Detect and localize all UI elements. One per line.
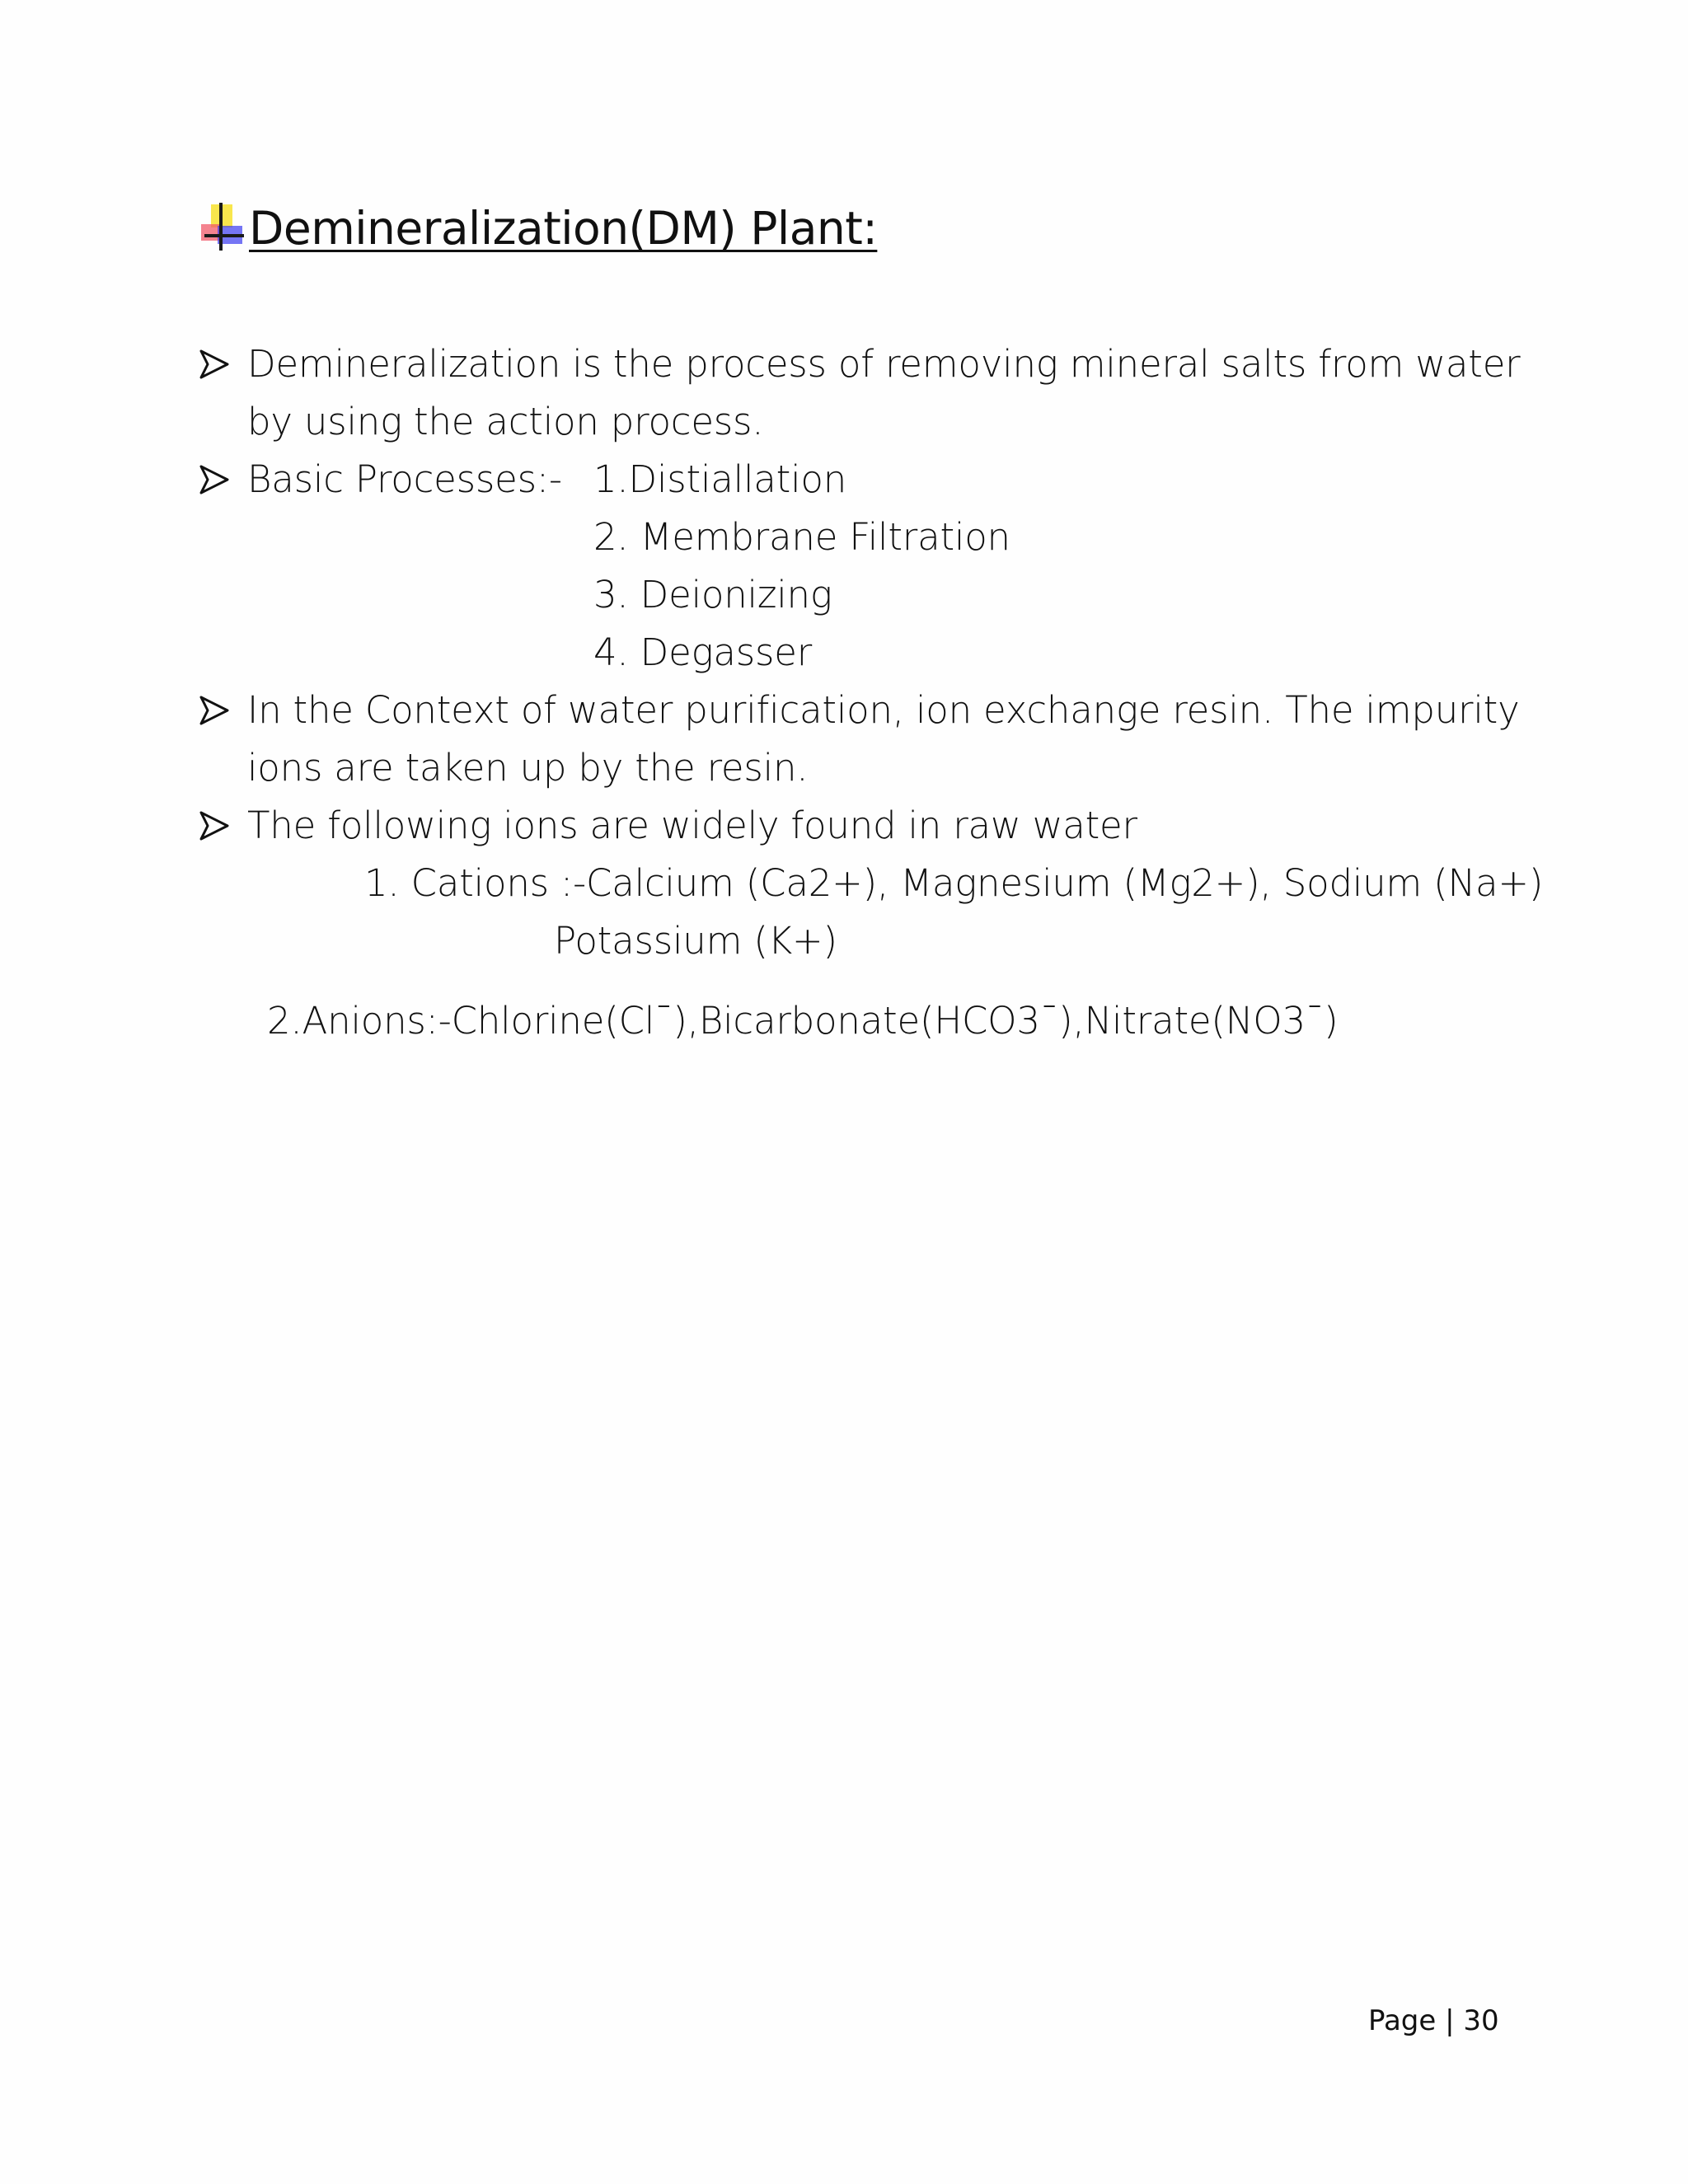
bullet-4-line-1: The following ions are widely found in raw water — [247, 804, 1137, 847]
bullet-1-line-1: Demineralization is the process of removing mineral salts from water — [247, 342, 1521, 386]
process-item-3: 3. Deionizing — [593, 573, 832, 616]
bullet-3-line-2: ions are taken up by the resin. — [247, 746, 809, 790]
cations-line-2: Potassium (K+) — [554, 919, 837, 963]
colored-cross-bullet-icon — [198, 203, 247, 254]
arrow-bullet-icon — [199, 696, 229, 725]
bullet-1-line-2: by using the action process. — [247, 400, 764, 443]
anions-line: 2.Anions:-Chlorine(Cl¯),Bicarbonate(HCO3¯),Nitrate(NO3¯) — [267, 999, 1339, 1043]
page-title: Demineralization(DM) Plant: — [249, 202, 878, 255]
process-item-4: 4. Degasser — [593, 630, 813, 674]
process-item-2: 2. Membrane Filtration — [593, 515, 1010, 559]
process-item-1: 1.Distiallation — [593, 457, 847, 501]
arrow-bullet-icon — [199, 349, 229, 379]
arrow-bullet-icon — [199, 465, 229, 494]
arrow-bullet-icon — [199, 811, 229, 841]
page-number: Page | 30 — [1368, 2004, 1499, 2037]
basic-processes-label: Basic Processes:- — [247, 457, 562, 501]
cations-line-1: 1. Cations :-Calcium (Ca2+), Magnesium (Mg2+), Sodium (Na+) — [364, 861, 1544, 905]
bullet-3-line-1: In the Context of water purification, ion exchange resin. The impurity — [247, 688, 1520, 732]
